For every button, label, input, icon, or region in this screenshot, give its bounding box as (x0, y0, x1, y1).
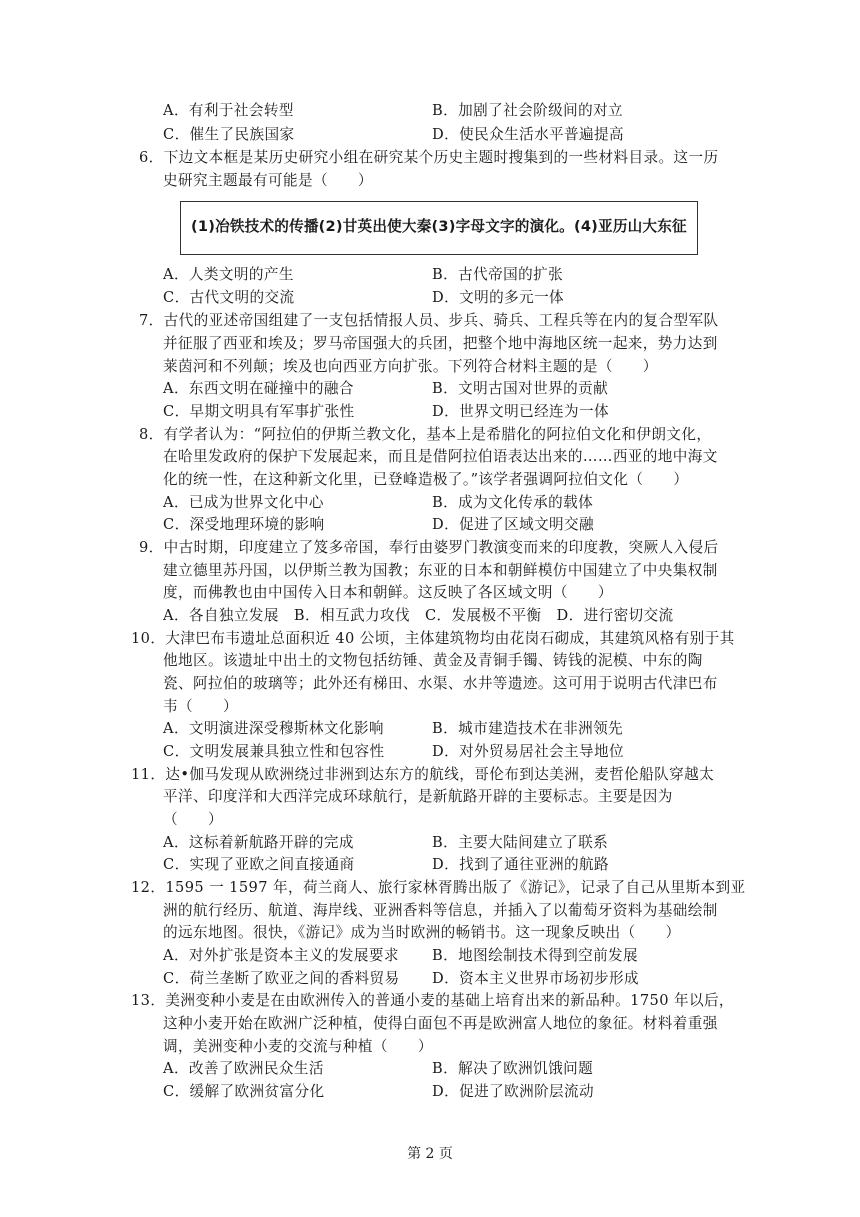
option-b: B．解决了欧洲饥饿问题 (432, 1060, 594, 1077)
option-a: A．人类文明的产生 (163, 266, 294, 283)
option-d: D．资本主义世界市场初步形成 (432, 970, 640, 987)
question-11-text: 11．达•伽马发现从欧洲绕过非洲到达东方的航线，哥伦布到达美洲，麦哲伦船队穿越太 (131, 766, 715, 783)
option-d: D．促进了区域文明交融 (432, 516, 595, 533)
question-11-text: （ ） (163, 811, 223, 828)
question-9-text: 9．中古时期，印度建立了笈多帝国，奉行由婆罗门教演变而来的印度教，突厥人入侵后 (139, 539, 719, 556)
question-8-text: 8．有学者认为：“阿拉伯的伊斯兰教文化，基本上是希腊化的阿拉伯文化和伊朗文化， (139, 426, 712, 443)
option-d: D．找到了通往亚洲的航路 (432, 856, 610, 873)
option-b: B．地图绘制技术得到空前发展 (432, 947, 639, 964)
option-a: A．文明演进深受穆斯林文化影响 (163, 720, 384, 737)
material-box (180, 201, 698, 255)
option-d: D．促进了欧洲阶层流动 (432, 1083, 595, 1100)
question-12-text: 12．1595 一 1597 年，荷兰商人、旅行家林胥腾出版了《游记》，记录了自己从里斯本到亚 (131, 879, 746, 896)
question-11-text: 平洋、印度洋和大西洋完成环球航行，是新航路开辟的主要标志。主要是因为 (163, 788, 673, 805)
question-6-text: 6．下边文本框是某历史研究小组在研究某个历史主题时搜集到的一些材料目录。这一历 (139, 149, 719, 166)
option-b: B．主要大陆间建立了联系 (432, 834, 609, 851)
option-c: C．荷兰垄断了欧亚之间的香料贸易 (163, 970, 400, 987)
option-b: B．成为文化传承的载体 (432, 494, 594, 511)
question-7-text: 并征服了西亚和埃及；罗马帝国强大的兵团，把整个地中海地区统一起来，势力达到 (163, 335, 718, 352)
question-12-text: 的远东地图。很快，《游记》成为当时欧洲的畅销书。这一现象反映出（ ） (163, 924, 681, 941)
option-b: B．文明古国对世界的贡献 (432, 380, 609, 397)
option-c: C．文明发展兼具独立性和包容性 (163, 743, 385, 760)
question-10-text: 10．大津巴布韦遗址总面积近 40 公顷，主体建筑物均由花岗石砌成，其建筑风格有别于其 (131, 630, 735, 647)
question-7-text: 7．古代的亚述帝国组建了一支包括情报人员、步兵、骑兵、工程兵等在内的复合型军队 (139, 312, 719, 329)
options-row: A．各自独立发展 B．相互武力攻伐 C．发展极不平衡 D．进行密切交流 (163, 607, 674, 624)
question-7-text: 莱茵河和不列颠；埃及也向西亚方向扩张。下列符合材料主题的是（ ） (163, 358, 658, 375)
question-10-text: 瓷、阿拉伯的玻璃等；此外还有梯田、水渠、水井等遗迹。这可用于说明古代津巴布 (163, 675, 718, 692)
option-d: D．世界文明已经连为一体 (432, 403, 610, 420)
question-9-text: 建立德里苏丹国，以伊斯兰教为国教；东亚的日本和朝鲜模仿中国建立了中央集权制 (163, 562, 718, 579)
option-a: A．东西文明在碰撞中的融合 (163, 380, 354, 397)
option-b: B．城市建造技术在非洲领先 (432, 720, 624, 737)
question-10-text: 他地区。该遗址中出土的文物包括纺锤、黄金及青铜手镯、铸钱的泥模、中东的陶 (163, 652, 703, 669)
option-c: C．实现了亚欧之间直接通商 (163, 856, 355, 873)
page-number: 第 2 页 (407, 1146, 453, 1162)
question-8-text: 化的统一性，在这种新文化里，已登峰造极了。”该学者强调阿拉伯文化（ ） (163, 471, 689, 488)
option-c: C．早期文明具有军事扩张性 (163, 403, 355, 420)
question-12-text: 洲的航行经历、航道、海岸线、亚洲香料等信息，并插入了以葡萄牙资料为基础绘制 (163, 902, 718, 919)
question-9-text: 度，而佛教也由中国传入日本和朝鲜。这反映了各区域文明（ ） (163, 584, 613, 601)
question-13-text: 调，美洲变种小麦的交流与种植（ ） (163, 1038, 433, 1055)
option-d: D．使民众生活水平普遍提高 (432, 126, 625, 143)
option-b: B．古代帝国的扩张 (432, 266, 564, 283)
question-6-text: 史研究主题最有可能是（ ） (163, 172, 373, 189)
option-c: C．深受地理环境的影响 (163, 516, 325, 533)
option-c: C．催生了民族国家 (163, 126, 295, 143)
option-d: D．对外贸易居社会主导地位 (432, 743, 625, 760)
option-a: A．已成为世界文化中心 (163, 494, 324, 511)
question-10-text: 韦（ ） (163, 698, 238, 715)
option-b: B．加剧了社会阶级间的对立 (432, 102, 624, 119)
question-13-text: 这种小麦开始在欧洲广泛种植，使得白面包不再是欧洲富人地位的象征。材料着重强 (163, 1015, 718, 1032)
option-c: C．古代文明的交流 (163, 289, 295, 306)
option-a: A．这标着新航路开辟的完成 (163, 834, 354, 851)
question-8-text: 在哈里发政府的保护下发展起来，而且是借阿拉伯语表达出来的……西亚的地中海文 (163, 448, 718, 465)
material-box-text: (1)冶铁技术的传播(2)甘英出使大秦(3)字母文字的演化。(4)亚历山大东征 (191, 218, 687, 235)
option-a: A．改善了欧洲民众生活 (163, 1060, 324, 1077)
option-d: D．文明的多元一体 (432, 289, 565, 306)
question-13-text: 13．美洲变种小麦是在由欧洲传入的普通小麦的基础上培育出来的新品种。1750 年以后， (131, 992, 734, 1009)
option-c: C．缓解了欧洲贫富分化 (163, 1083, 325, 1100)
option-a: A．有利于社会转型 (163, 102, 294, 119)
option-a: A．对外扩张是资本主义的发展要求 (163, 947, 399, 964)
